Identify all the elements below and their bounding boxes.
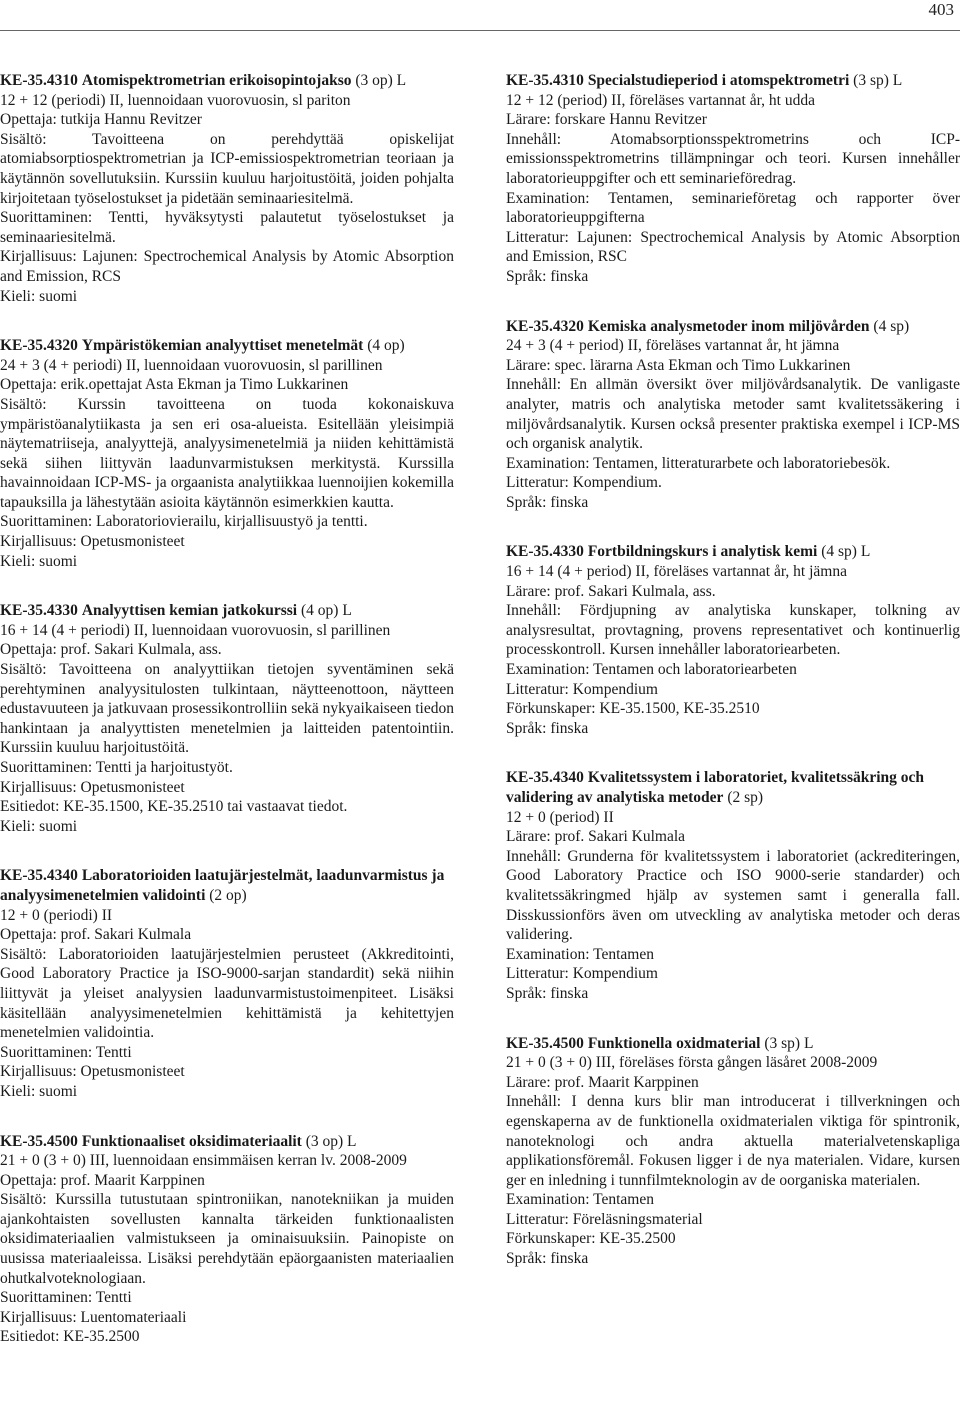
finnish-column: [0, 71, 454, 1377]
course-code: KE-35.4500: [0, 1132, 78, 1150]
course-detail-line: Innehåll: Fördjupning av analytiska kunskaper, tolkning av analysresultat, provtagning, provens representativet och kontinuerlig processkontroll. Kursen innehåller laboratoriearbeten.: [506, 602, 960, 659]
course-heading: [506, 71, 960, 91]
course-detail-line: 16 + 14 (4 + periodi) II, luennoidaan vuorovuosin, sl parillinen: [0, 621, 391, 639]
course-detail-line: 12 + 0 (period) II: [506, 808, 614, 826]
course-detail-line: Examination: Tentamen och laboratoriearbeten: [506, 661, 797, 679]
course-entry: [506, 542, 960, 738]
course-title: Kemiska analysmetoder inom miljövården: [587, 317, 870, 335]
course-detail-line: Esitiedot: KE-35.1500, KE-35.2510 tai vastaavat tiedot.: [0, 798, 348, 816]
course-entry: [0, 71, 454, 306]
course-detail-line: Esitiedot: KE-35.2500: [0, 1328, 140, 1346]
course-detail-line: Litteratur: Kompendium.: [506, 474, 662, 492]
course-heading: [0, 866, 454, 905]
course-detail-line: Språk: finska: [506, 984, 589, 1002]
course-title: Atomispektrometrian erikoisopintojakso: [81, 72, 352, 89]
course-entry: [0, 336, 454, 571]
course-detail-line: Opettaja: erik.opettajat Asta Ekman ja Timo Lukkarinen: [0, 376, 349, 394]
course-detail-line: Kieli: suomi: [0, 287, 78, 305]
course-detail-line: 12 + 12 (periodi) II, luennoidaan vuorovuosin, sl pariton: [0, 91, 351, 109]
course-detail-line: Opettaja: prof. Sakari Kulmala, ass.: [0, 641, 222, 659]
course-code: KE-35.4340: [0, 867, 78, 885]
course-detail-line: Opettaja: tutkija Hannu Revitzer: [0, 111, 202, 129]
course-detail-line: Lärare: forskare Hannu Revitzer: [506, 111, 707, 129]
course-detail-line: Kirjallisuus: Opetusmonisteet: [0, 1063, 185, 1081]
course-detail-line: Sisältö: Laboratorioiden laatujärjestelmien perusteet (Akkreditointi, Good Laboratory Practice ja ISO-9000-sarjan standardit) sekä niihin liittyvät ja yleiset analyysien laadunvarmistustoimenpiteet. Lisäksi käsitellään analyysimenetelmien kehittämistä ja kehitettyjen menetelmien validointia.: [0, 945, 454, 1042]
course-detail-line: Innehåll: I denna kurs blir man introducerat i tillverkningen och egenskaperna av de funktionella oxidmaterialen viktiga för spintronik, nanoteknologi och andra aktuella materialvetenskapliga applikationsföremål. Fokusen ligger i de nya materialen. Vidare, kursen ger en inledning i tunnfilmteknologin av de oorganiska materialen.: [506, 1093, 960, 1189]
course-title: Funktionella oxidmaterial: [587, 1034, 761, 1052]
course-detail-line: Suorittaminen: Laboratoriovierailu, kirjallisuustyö ja tentti.: [0, 513, 368, 531]
course-title: Analyyttisen kemian jatkokurssi: [81, 602, 298, 620]
course-detail-line: Lärare: prof. Sakari Kulmala, ass.: [506, 582, 716, 600]
course-detail-line: Kirjallisuus: Luentomateriaali: [0, 1308, 187, 1326]
course-detail-line: Innehåll: En allmän översikt över miljövårdsanalytik. De vanligaste analyter, matris och analytiska metoder samt kvalitetssäkering i miljövårdsanalytik. Kursen också presenter praktiska exempel i ICP-MS och organisk analytik.: [506, 376, 960, 453]
course-detail-line: Opettaja: prof. Sakari Kulmala: [0, 926, 192, 944]
course-detail-line: Litteratur: Kompendium: [506, 680, 658, 698]
page-number: 403: [928, 0, 954, 19]
course-credits: (3 sp) L: [853, 72, 903, 89]
course-detail-line: Kirjallisuus: Lajunen: Spectrochemical Analysis by Atomic Absorption and Emission, RCS: [0, 248, 454, 285]
course-detail-line: Suorittaminen: Tentti: [0, 1289, 132, 1307]
course-entry: [506, 1034, 960, 1269]
course-detail-line: Examination: Tentamen: [506, 945, 654, 963]
course-detail-line: Förkunskaper: KE-35.1500, KE-35.2510: [506, 700, 760, 718]
course-credits: (4 sp) L: [821, 543, 871, 561]
course-detail-line: 16 + 14 (4 + period) II, föreläses vartannat år, ht jämna: [506, 563, 847, 581]
course-credits: (4 sp): [873, 317, 910, 335]
course-detail-line: Suorittaminen: Tentti ja harjoitustyöt.: [0, 759, 233, 776]
course-detail-line: Kieli: suomi: [0, 1082, 78, 1100]
course-detail-line: Opettaja: prof. Maarit Karppinen: [0, 1171, 205, 1189]
course-detail-line: 24 + 3 (4 + period) II, föreläses vartannat år, ht jämna: [506, 337, 840, 355]
course-title: Specialstudieperiod i atomspektrometri: [587, 72, 850, 89]
course-detail-line: Innehåll: Atomabsorptionsspektrometrins och ICP-emissionsspektrometrins tillämpningar och teori. Kursen innehåller laboratorieuppgifter och ett seminarieföredrag.: [506, 130, 960, 187]
course-detail-line: Litteratur: Lajunen: Spectrochemical Analysis by Atomic Absorption and Emission, RSC: [506, 228, 960, 266]
course-detail-line: Sisältö: Tavoitteena on perehdyttää opiskelijat atomiabsorptiospektrometrian ja ICP-emissiospektrometrian teoriaan ja käytännön sovellutuksiin. Kurssiin kuuluu harjoitustöitä, joiden pohjalta kirjoitetaan työselostukset ja pidetään seminaariesitelmä.: [0, 130, 454, 207]
course-code: KE-35.4340: [506, 769, 584, 787]
course-title: Ympäristökemian analyyttiset menetelmät: [81, 337, 364, 355]
course-detail-line: 24 + 3 (4 + periodi) II, luennoidaan vuorovuosin, sl parillinen: [0, 356, 383, 374]
course-detail-line: Språk: finska: [506, 267, 589, 285]
course-detail-line: Språk: finska: [506, 493, 589, 511]
course-detail-line: 12 + 12 (period) II, föreläses vartannat år, ht udda: [506, 91, 815, 109]
course-heading: [0, 601, 454, 621]
course-detail-line: Sisältö: Kurssin tavoitteena on tuoda kokonaiskuva ympäristöanalytiikasta ja sen eri osa-alueista. Esitellään yleisimpiä näytematriiseja, analyyttejä, analyysimenetelmiä ja niiden kehittämistä sekä siihen liittyvän laadunvarmistuksen merkitystä. Kurssilla havainnoidaan ICP-MS- ja orgaanista analytiikkaa luennoijien kokemilla tapauksilla ja lähestytään asioita käytännön esimerkkien kautta.: [0, 395, 454, 511]
course-credits: (2 op): [209, 886, 247, 904]
course-heading: [0, 71, 454, 91]
course-detail-line: Examination: Tentamen, seminarieföretag och rapporter över laboratorieuppgifterna: [506, 189, 960, 227]
course-heading: [506, 317, 960, 337]
course-detail-line: 21 + 0 (3 + 0) III, föreläses första gången läsåret 2008-2009: [506, 1054, 878, 1072]
course-detail-line: Språk: finska: [506, 719, 589, 737]
course-heading: [506, 768, 960, 807]
course-code: KE-35.4310: [0, 72, 78, 89]
course-code: KE-35.4320: [506, 317, 584, 335]
course-code: KE-35.4310: [506, 72, 584, 89]
course-detail-line: Examination: Tentamen, litteraturarbete och laboratoriebesök.: [506, 454, 891, 472]
course-title: Kvalitetssystem i laboratoriet, kvalitetssäkring och validering av analytiska metoder: [506, 769, 925, 806]
course-detail-line: Suorittaminen: Tentti, hyväksytysti palautetut työselostukset ja seminaariesitelmä.: [0, 209, 454, 246]
course-detail-line: Sisältö: Tavoitteena on analyyttiikan tietojen syventäminen sekä perehtyminen analyysitulosten tulkintaan, näytteenottoon, näytteen edustavuuteen ja jatkuvaan prosessikontrolliin sekä nykyaikaiseen tiedon hankintaan ja analyyttisten menetelmien ja laitteiden patentointiin. Kurssiin kuuluu harjoitustöitä.: [0, 661, 454, 757]
course-heading: [0, 1132, 454, 1152]
course-entry: [0, 601, 454, 836]
course-credits: (2 sp): [727, 789, 764, 806]
course-detail-line: Suorittaminen: Tentti: [0, 1043, 132, 1061]
course-heading: [506, 1034, 960, 1054]
course-detail-line: Lärare: prof. Sakari Kulmala: [506, 828, 686, 846]
course-detail-line: Språk: finska: [506, 1250, 589, 1268]
course-detail-line: 12 + 0 (periodi) II: [0, 906, 113, 924]
course-detail-line: Kieli: suomi: [0, 817, 78, 835]
course-detail-line: 21 + 0 (3 + 0) III, luennoidaan ensimmäisen kerran lv. 2008-2009: [0, 1152, 407, 1170]
course-credits: (4 op): [367, 337, 405, 355]
swedish-column: [506, 71, 960, 1299]
course-title: Fortbildningskurs i analytisk kemi: [587, 543, 818, 561]
course-detail-line: Lärare: spec. lärarna Asta Ekman och Timo Lukkarinen: [506, 356, 851, 374]
course-detail-line: Lärare: prof. Maarit Karppinen: [506, 1073, 699, 1091]
course-detail-line: Litteratur: Kompendium: [506, 965, 658, 983]
course-code: KE-35.4330: [506, 543, 584, 561]
course-credits: (3 sp) L: [764, 1034, 814, 1052]
course-credits: (4 op) L: [301, 602, 352, 620]
course-heading: [506, 542, 960, 562]
course-detail-line: Kirjallisuus: Opetusmonisteet: [0, 533, 185, 551]
course-detail-line: Kirjallisuus: Opetusmonisteet: [0, 778, 185, 796]
course-heading: [0, 336, 454, 356]
course-credits: (3 op) L: [355, 72, 407, 89]
course-entry: [0, 866, 454, 1101]
course-code: KE-35.4320: [0, 337, 78, 355]
course-entry: [506, 71, 960, 287]
course-detail-line: Sisältö: Kurssilla tutustutaan spintroniikan, nanotekniikan ja muiden ajankohtaisten sovellusten kannalta tärkeiden funktionaalisten oksidimateriaalien valmistukseen ja ominaisuuksiin. Painopiste on uusissa materiaaleissa. Lisäksi perehdytään epäorgaanisten materiaalien ohutkalvoteknologiaan.: [0, 1191, 454, 1287]
header-rule: [0, 30, 960, 31]
course-credits: (3 op) L: [305, 1132, 357, 1150]
course-detail-line: Förkunskaper: KE-35.2500: [506, 1230, 676, 1248]
course-entry: [506, 317, 960, 513]
course-detail-line: Kieli: suomi: [0, 552, 78, 570]
course-detail-line: Innehåll: Grunderna för kvalitetssystem i laboratoriet (ackrediteringen, Good Laboratory Practice och ISO 9000-serie standarder) och kvalitetssäkringmed hjälp av systemen samt i generalla fall. Disskussionförs även om utveckling av analytiska metoder och deras validering.: [506, 847, 960, 944]
course-code: KE-35.4500: [506, 1034, 584, 1052]
course-title: Funktionaaliset oksidimateriaalit: [81, 1132, 302, 1150]
course-detail-line: Examination: Tentamen: [506, 1191, 654, 1209]
course-code: KE-35.4330: [0, 602, 78, 620]
course-entry: [0, 1132, 454, 1348]
course-entry: [506, 768, 960, 1003]
course-title: Laboratorioiden laatujärjestelmät, laadunvarmistus ja analyysimenetelmien validointi: [0, 867, 445, 904]
course-detail-line: Litteratur: Föreläsningsmaterial: [506, 1210, 703, 1228]
